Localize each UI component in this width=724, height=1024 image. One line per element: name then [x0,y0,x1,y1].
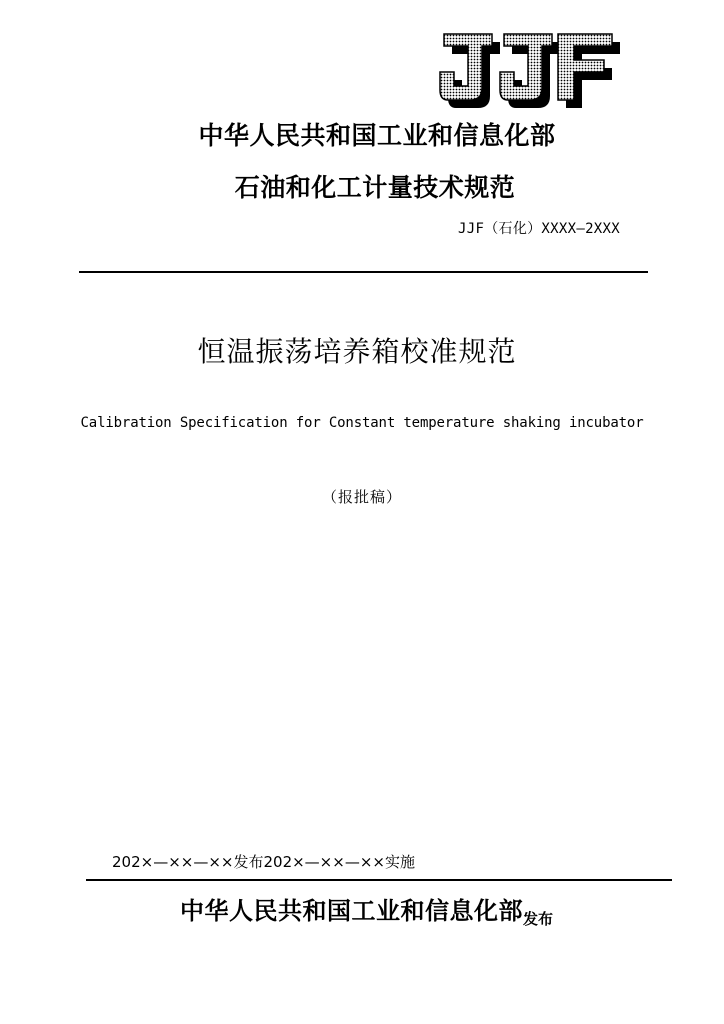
draft-status: （报批稿） [321,488,402,506]
document-title-chinese: 恒温振荡培养箱校准规范 [197,335,517,368]
issuer-name: 中华人民共和国工业和信息化部 [180,897,523,925]
issuer-suffix: 发布 [523,910,554,928]
date-line [112,851,415,872]
implement-date: 202×—××—××实施 [263,853,415,871]
top-divider [79,271,648,273]
spec-code: JJF（石化）XXXX—2XXX [458,221,620,237]
ministry-name: 中华人民共和国工业和信息化部 [198,121,556,150]
bottom-divider [86,879,672,881]
issuer-line [180,891,553,929]
publish-date: 202×—××—××发布 [112,853,264,871]
jjf-logo [436,32,622,108]
document-title-english: Calibration Specification for Constant temperature shaking incubator [80,415,644,431]
spec-series-title: 石油和化工计量技术规范 [234,173,516,202]
